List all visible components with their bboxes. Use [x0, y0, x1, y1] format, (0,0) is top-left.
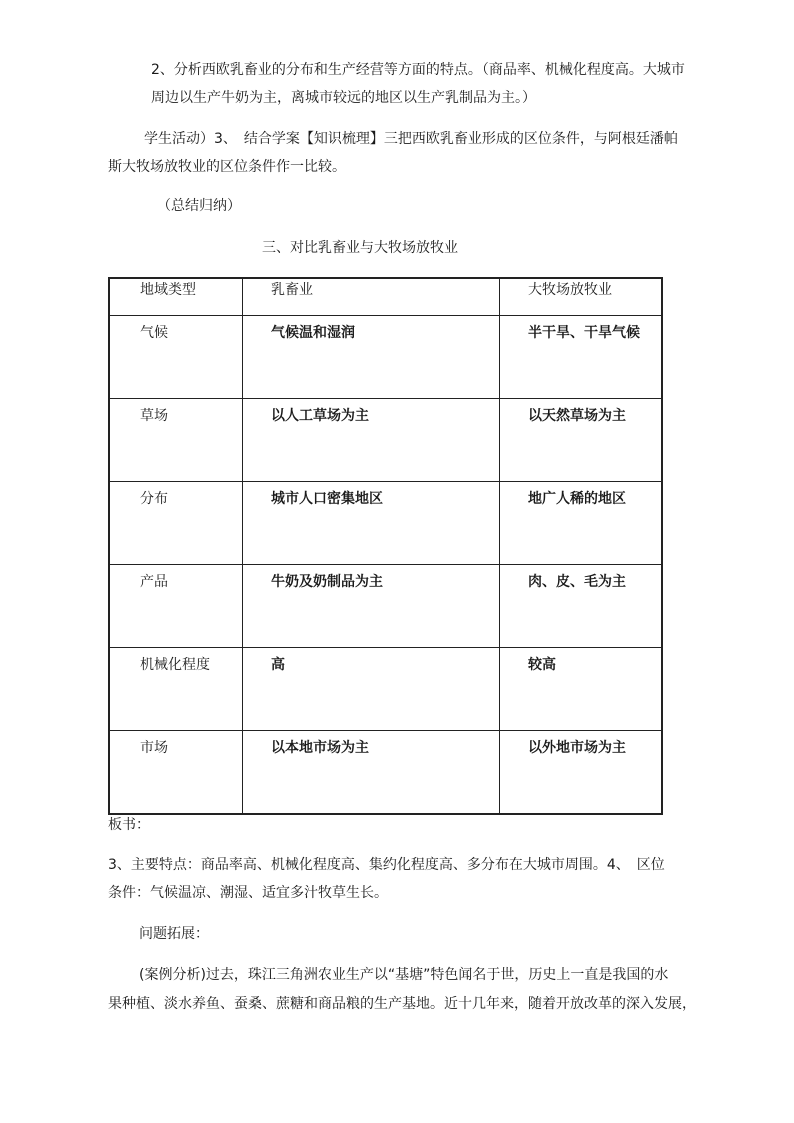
- paragraph-activity-line2: 斯大牧场放牧业的区位条件作一比较。: [108, 159, 346, 175]
- paragraph-analysis-line2: 周边以生产牛奶为主，离城市较远的地区以生产乳制品为主。）: [151, 90, 536, 106]
- dairy-cell: 牛奶及奶制品为主: [243, 565, 500, 648]
- row-label: 草场: [109, 399, 243, 482]
- table-header-row: [109, 278, 662, 316]
- table-row: [109, 316, 662, 399]
- table-row: [109, 482, 662, 565]
- table-row: [109, 648, 662, 731]
- row-label: 分布: [109, 482, 243, 565]
- header-dairy: 乳畜业: [243, 278, 500, 316]
- summary-note: （总结归纳）: [157, 198, 241, 214]
- row-label: 市场: [109, 731, 243, 815]
- comparison-table: [108, 277, 663, 815]
- row-label: 机械化程度: [109, 648, 243, 731]
- ranch-cell: 以外地市场为主: [500, 731, 663, 815]
- table-row: [109, 565, 662, 648]
- ranch-cell: 地广人稀的地区: [500, 482, 663, 565]
- paragraph-case-line1: (案例分析)过去，珠江三角洲农业生产以“基塘”特色闻名于世，历史上一直是我国的水: [139, 967, 669, 983]
- paragraph-activity-line1: 学生活动）3、 结合学案【知识梳理】三把西欧乳畜业形成的区位条件，与阿根廷潘帕: [144, 131, 678, 147]
- header-region-type: 地域类型: [109, 278, 243, 316]
- board-label: 板书：: [108, 817, 150, 833]
- ranch-cell: 肉、皮、毛为主: [500, 565, 663, 648]
- dairy-cell: 以本地市场为主: [243, 731, 500, 815]
- ranch-cell: 以天然草场为主: [500, 399, 663, 482]
- row-label: 产品: [109, 565, 243, 648]
- header-ranching: 大牧场放牧业: [500, 278, 663, 316]
- dairy-cell: 以人工草场为主: [243, 399, 500, 482]
- table-row: [109, 731, 662, 815]
- dairy-cell: 城市人口密集地区: [243, 482, 500, 565]
- dairy-cell: 气候温和湿润: [243, 316, 500, 399]
- paragraph-features-line1: 3、主要特点：商品率高、机械化程度高、集约化程度高、多分布在大城市周围。4、 区位: [108, 857, 665, 873]
- paragraph-analysis-line1: 2、分析西欧乳畜业的分布和生产经营等方面的特点。（商品率、机械化程度高。大城市: [151, 62, 685, 78]
- paragraph-case-line2: 果种植、淡水养鱼、蚕桑、蔗糖和商品粮的生产基地。近十几年来，随着开放改革的深入发展，: [108, 996, 696, 1012]
- section-title: 三、对比乳畜业与大牧场放牧业: [262, 240, 458, 256]
- dairy-cell: 高: [243, 648, 500, 731]
- ranch-cell: 半干旱、干旱气候: [500, 316, 663, 399]
- extension-label: 问题拓展：: [139, 926, 209, 942]
- table-row: [109, 399, 662, 482]
- row-label: 气候: [109, 316, 243, 399]
- paragraph-features-line2: 条件：气候温凉、潮湿、适宜多汁牧草生长。: [108, 885, 388, 901]
- ranch-cell: 较高: [500, 648, 663, 731]
